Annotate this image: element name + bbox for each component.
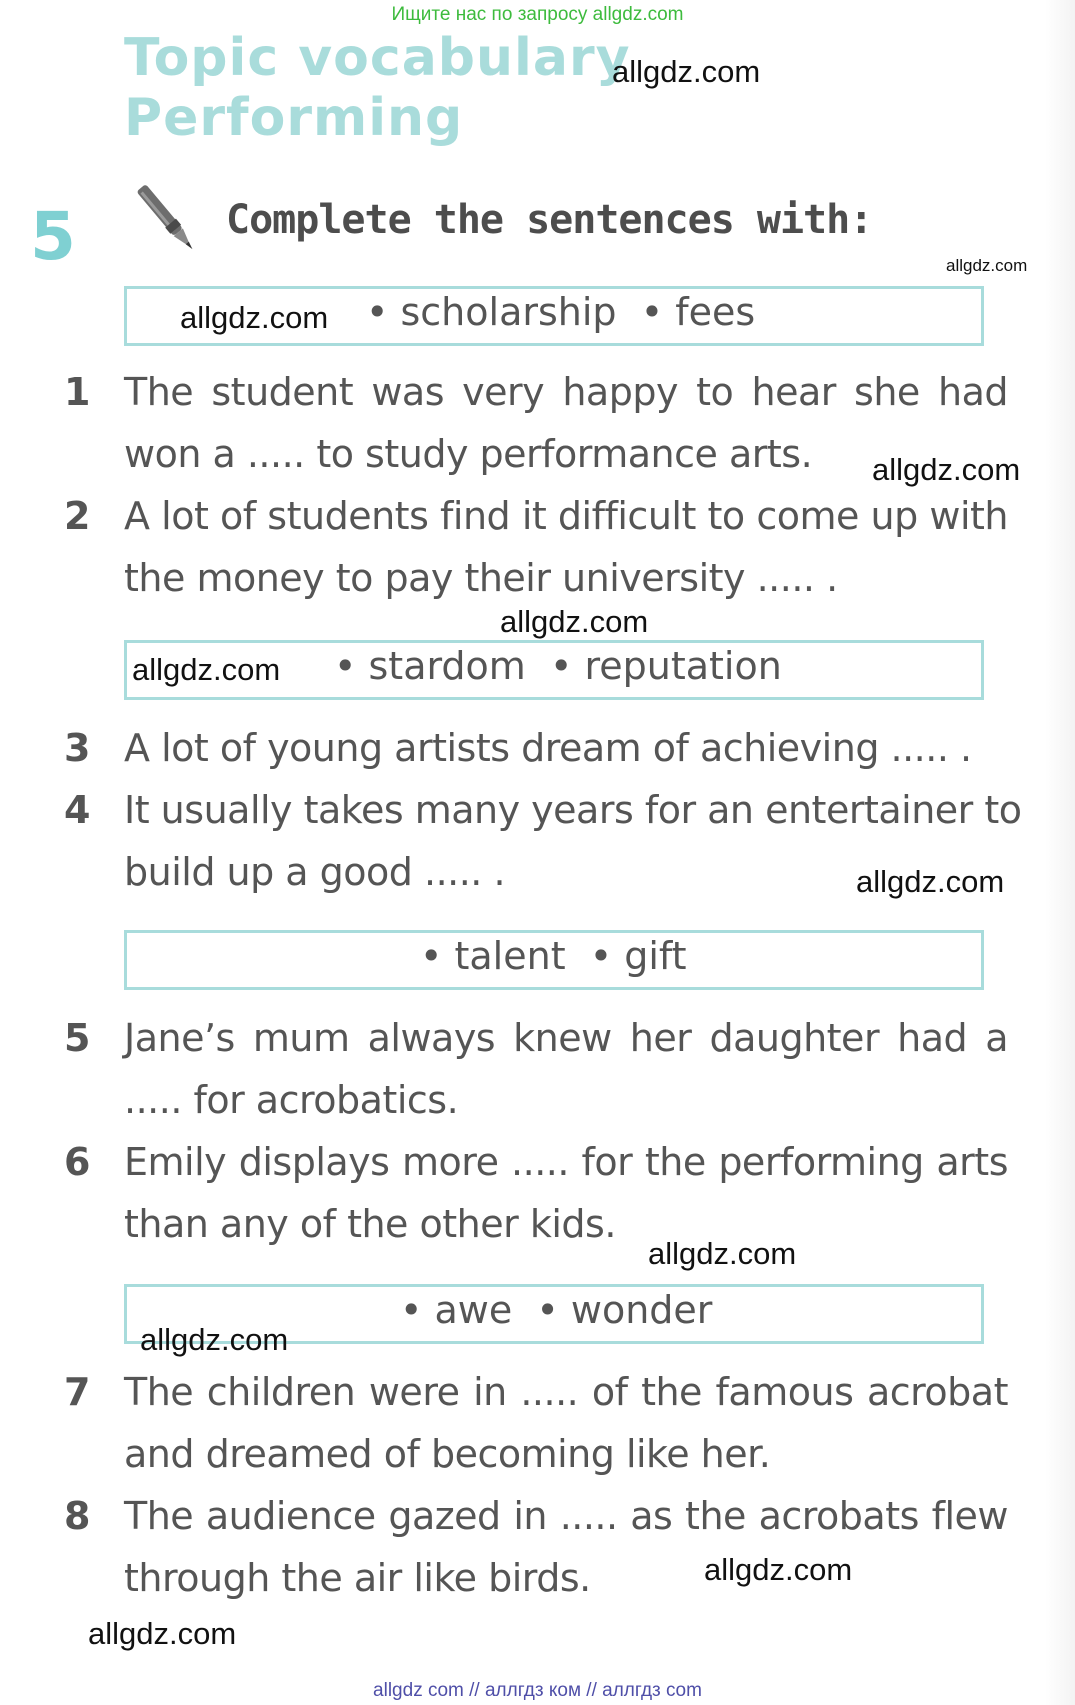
- exercise-number: 5: [30, 198, 76, 275]
- watermark: allgdz.com: [704, 1552, 853, 1587]
- watermark: allgdz.com: [132, 652, 281, 687]
- sentence-number: 5: [64, 1016, 91, 1060]
- sentence-number: 3: [64, 726, 91, 770]
- watermark: allgdz.com: [856, 864, 1005, 899]
- watermark: allgdz.com: [500, 604, 649, 639]
- page-edge-shade: [1045, 0, 1075, 1705]
- watermark: allgdz.com: [612, 54, 761, 89]
- watermark: allgdz.com: [180, 300, 329, 335]
- word-box-3-words: • talent • gift: [420, 934, 687, 978]
- sentence-number: 8: [64, 1494, 91, 1538]
- word-box-1-words: • scholarship • fees: [366, 290, 756, 334]
- watermark: allgdz.com: [872, 452, 1021, 487]
- sentence-number: 2: [64, 494, 91, 538]
- top-banner: Ищите нас по запросу allgdz.com: [391, 4, 684, 25]
- sentence-1-line-2: won a ..... to study performance arts.: [124, 432, 813, 476]
- sentence-6-line-1: Emily displays more ..... for the performing arts: [124, 1140, 1008, 1184]
- sentence-1-line-1: The student was very happy to hear she had: [124, 370, 1008, 414]
- sentence-number: 6: [64, 1140, 91, 1184]
- word-box-2-words: • stardom • reputation: [334, 644, 782, 688]
- word-box-4-words: • awe • wonder: [400, 1288, 713, 1332]
- footer-watermark: allgdz com // аллгдз ком // аллгдз com: [373, 1680, 702, 1701]
- sentence-5-line-1: Jane’s mum always knew her daughter had a: [124, 1016, 1008, 1060]
- title-line-2: Performing: [124, 88, 464, 148]
- watermark: allgdz.com: [648, 1236, 797, 1271]
- sentence-number: 4: [64, 788, 91, 832]
- sentence-7-line-1: The children were in ..... of the famous acrobat: [124, 1370, 1008, 1414]
- sentence-6-line-2: than any of the other kids.: [124, 1202, 616, 1246]
- sentence-number: 1: [64, 370, 91, 414]
- sentence-2-line-2: the money to pay their university ..... .: [124, 556, 838, 600]
- sentence-3-line-1: A lot of young artists dream of achieving ..... .: [124, 726, 972, 770]
- watermark: allgdz.com: [88, 1616, 237, 1651]
- instruction: Complete the sentences with:: [226, 197, 873, 243]
- sentence-2-line-1: A lot of students find it difficult to come up with: [124, 494, 1008, 538]
- sentence-number: 7: [64, 1370, 91, 1414]
- title-line-1: Topic vocabulary: [124, 28, 631, 88]
- sentence-4-line-1: It usually takes many years for an entertainer to: [124, 788, 1022, 832]
- pen-icon: [128, 180, 208, 264]
- sentence-5-line-2: ..... for acrobatics.: [124, 1078, 459, 1122]
- watermark: allgdz.com: [946, 256, 1028, 275]
- sentence-4-line-2: build up a good ..... .: [124, 850, 506, 894]
- sentence-8-line-2: through the air like birds.: [124, 1556, 591, 1600]
- sentence-8-line-1: The audience gazed in ..... as the acrobats flew: [124, 1494, 1008, 1538]
- sentence-7-line-2: and dreamed of becoming like her.: [124, 1432, 771, 1476]
- watermark: allgdz.com: [140, 1322, 289, 1357]
